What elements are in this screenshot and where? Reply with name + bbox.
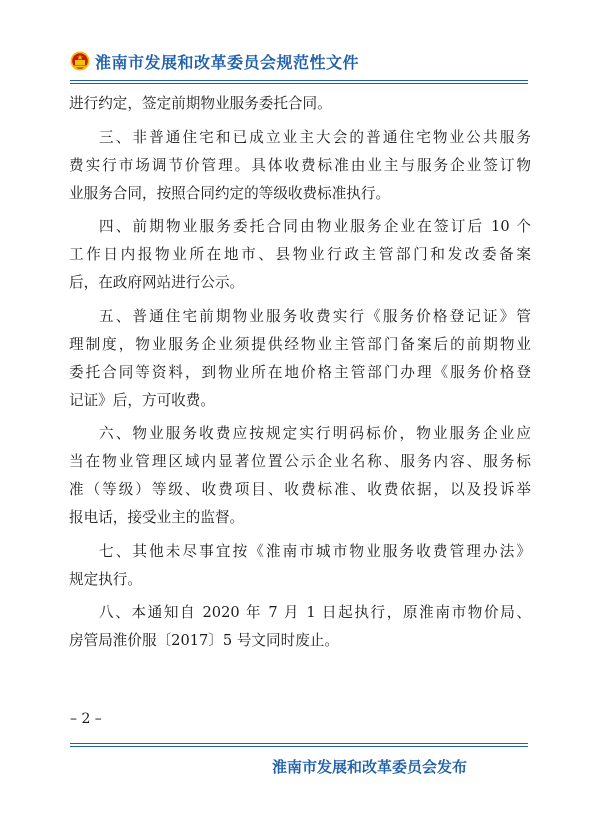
footer-divider xyxy=(70,743,528,744)
paragraph-line: 记证》后，方可收费。 xyxy=(69,391,215,409)
paragraph-line: 当在物业管理区域内显著位置公示企业名称、服务内容、服务标 xyxy=(69,453,531,470)
paragraph-line: 费实行市场调节价管理。具体收费标准由业主与服务企业签订物 xyxy=(69,156,531,174)
paragraph-line: 五、普通住宅前期物业服务收费实行《服务价格登记证》管 xyxy=(99,307,531,325)
paragraph-line: 规定执行。 xyxy=(69,570,142,588)
footer-publisher: 淮南市发展和改革委员会发布 xyxy=(272,758,468,776)
footer-divider-thin xyxy=(70,746,528,747)
document-body xyxy=(69,90,531,655)
paragraph-line: 三、非普通住宅和已成立业主大会的普通住宅物业公共服务 xyxy=(99,128,531,146)
national-emblem-icon xyxy=(70,51,90,71)
paragraph-line: 准（等级）等级、收费项目、收费标准、收费依据，以及投诉举 xyxy=(69,481,531,498)
paragraph-line: 工作日内报物业所在地市、县物业行政主管部门和发改委备案 xyxy=(69,246,531,263)
paragraph-line: 进行约定，签定前期物业服务委托合同。 xyxy=(69,95,332,112)
header-divider-thin xyxy=(70,83,528,84)
paragraph-line: 报电话，接受业主的监督。 xyxy=(69,509,245,526)
paragraph-line: 七、其他未尽事宜按《淮南市城市物业服务收费管理办法》 xyxy=(99,542,531,560)
page-number: – 2 – xyxy=(70,711,102,727)
paragraph-line: 房管局淮价服〔2017〕5 号文同时废止。 xyxy=(69,632,339,649)
paragraph-line: 委托合同等资料，到物业所在地价格主管部门办理《服务价格登 xyxy=(69,363,531,381)
header-divider xyxy=(70,80,528,81)
paragraph-line: 八、本通知自 2020 年 7 月 1 日起执行，原淮南市物价局、 xyxy=(99,604,531,621)
paragraph-line: 后，在政府网站进行公示。 xyxy=(69,274,245,291)
document-header xyxy=(70,44,530,78)
paragraph-line: 业服务合同，按照合同约定的等级收费标准执行。 xyxy=(69,184,391,202)
paragraph-line: 理制度，物业服务企业须提供经物业主管部门备案后的前期物业 xyxy=(69,335,531,353)
header-title: 淮南市发展和改革委员会规范性文件 xyxy=(95,52,360,72)
paragraph-line: 四、前期物业服务委托合同由物业服务企业在签订后 10 个 xyxy=(99,218,531,235)
paragraph-line: 六、物业服务收费应按规定实行明码标价，物业服务企业应 xyxy=(99,425,531,442)
